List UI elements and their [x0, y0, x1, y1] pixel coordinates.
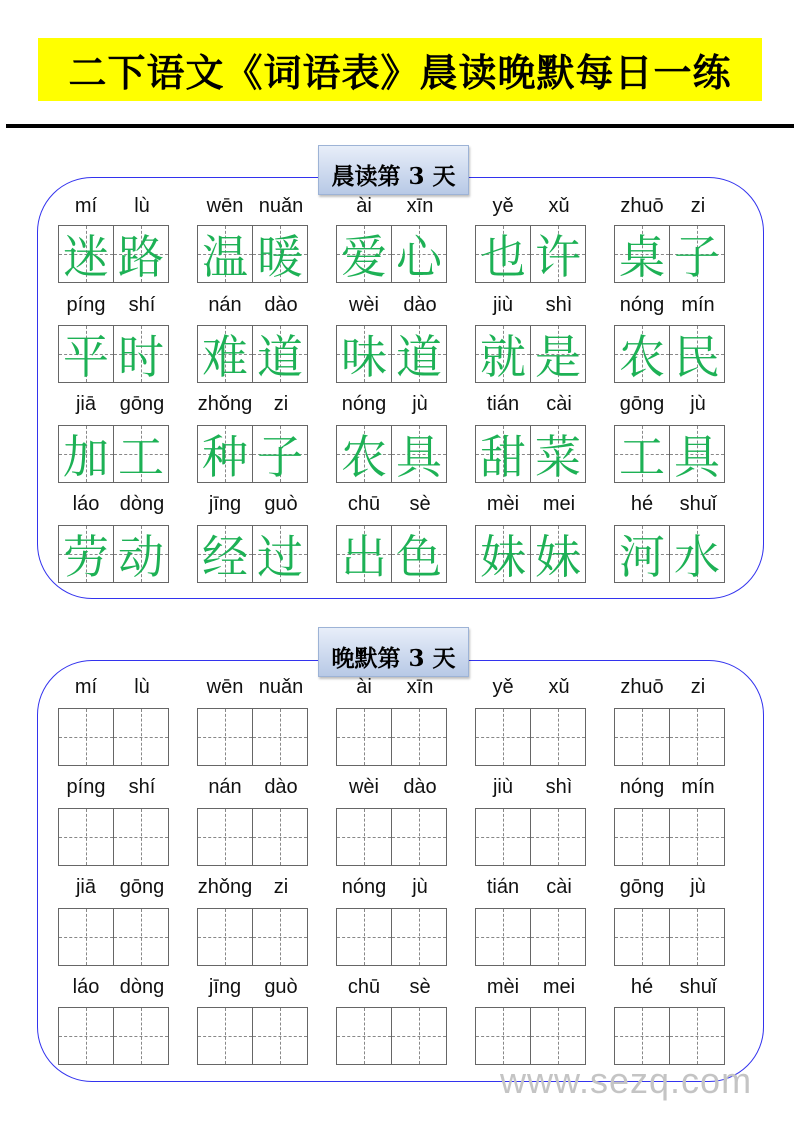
character: 动 [118, 530, 164, 584]
character: 迷 [63, 230, 109, 284]
pinyin-syllable: mín [681, 294, 715, 316]
morning-pinyin [614, 294, 726, 318]
writing-cell[interactable] [669, 1007, 725, 1065]
character: 妹 [535, 530, 581, 584]
morning-pinyin [336, 393, 448, 417]
character-cell [475, 425, 531, 483]
character-cell [475, 225, 531, 283]
morning-pinyin [475, 195, 587, 219]
pinyin-syllable: shí [128, 776, 156, 798]
evening-pinyin [58, 976, 170, 1000]
character-cell [113, 425, 169, 483]
character: 温 [202, 230, 248, 284]
character-cell [530, 325, 586, 383]
character: 农 [619, 330, 665, 384]
writing-cell[interactable] [391, 708, 447, 766]
character: 农 [341, 430, 387, 484]
evening-pinyin [475, 976, 587, 1000]
evening-label: 晚默第 3 天 [318, 627, 469, 677]
character: 桌 [619, 230, 665, 284]
pinyin-syllable: ài [356, 676, 372, 698]
evening-word-grid[interactable] [614, 808, 726, 866]
character-cell [197, 225, 253, 283]
writing-cell[interactable] [252, 808, 308, 866]
pinyin-syllable: jiā [75, 393, 96, 415]
evening-pinyin [614, 976, 726, 1000]
pinyin-syllable: zi [273, 393, 289, 415]
pinyin-syllable: mín [681, 776, 715, 798]
character: 平 [63, 330, 109, 384]
morning-word-grid [336, 525, 448, 583]
pinyin-syllable: jù [690, 876, 706, 898]
morning-pinyin [197, 493, 309, 517]
character: 时 [118, 330, 164, 384]
character-cell [475, 325, 531, 383]
character: 是 [535, 330, 581, 384]
character-cell [530, 425, 586, 483]
pinyin-syllable: láo [72, 493, 100, 515]
morning-pinyin [475, 393, 587, 417]
divider [6, 124, 794, 128]
writing-cell[interactable] [113, 708, 169, 766]
pinyin-syllable: nóng [619, 776, 665, 798]
writing-cell[interactable] [391, 808, 447, 866]
evening-pinyin [336, 876, 448, 900]
morning-pinyin [475, 493, 587, 517]
evening-pinyin [197, 776, 309, 800]
morning-pinyin [197, 195, 309, 219]
pinyin-syllable: xīn [406, 195, 434, 217]
character-cell [336, 225, 392, 283]
writing-cell[interactable] [113, 1007, 169, 1065]
pinyin-syllable: shì [545, 294, 573, 316]
morning-pinyin [197, 393, 309, 417]
pinyin-syllable: gōng [619, 393, 665, 415]
character: 妹 [480, 530, 526, 584]
character-cell [58, 225, 114, 283]
character-cell [391, 425, 447, 483]
pinyin-syllable: jiù [492, 776, 513, 798]
writing-cell[interactable] [391, 908, 447, 966]
pinyin-syllable: guò [264, 976, 298, 998]
evening-word-grid[interactable] [197, 708, 309, 766]
evening-pinyin [58, 776, 170, 800]
pinyin-syllable: nuǎn [258, 676, 304, 698]
pinyin-syllable: dòng [119, 976, 165, 998]
character: 道 [396, 330, 442, 384]
pinyin-syllable: jù [690, 393, 706, 415]
writing-cell[interactable] [530, 708, 586, 766]
pinyin-syllable: zi [690, 676, 706, 698]
pinyin-syllable: nóng [619, 294, 665, 316]
character-cell [391, 325, 447, 383]
pinyin-syllable: hé [630, 976, 654, 998]
character: 具 [396, 430, 442, 484]
morning-word-grid [475, 425, 587, 483]
evening-pinyin [336, 976, 448, 1000]
evening-word-grid[interactable] [614, 708, 726, 766]
pinyin-syllable: mí [74, 195, 98, 217]
pinyin-syllable: píng [66, 294, 106, 316]
pinyin-syllable: jù [412, 876, 428, 898]
character-cell [336, 425, 392, 483]
evening-pinyin [614, 876, 726, 900]
pinyin-syllable: jù [412, 393, 428, 415]
pinyin-syllable: tián [486, 876, 520, 898]
pinyin-syllable: jiā [75, 876, 96, 898]
morning-word-grid [475, 525, 587, 583]
morning-pinyin [58, 195, 170, 219]
pinyin-syllable: mí [74, 676, 98, 698]
writing-cell[interactable] [614, 808, 670, 866]
morning-word-grid [197, 525, 309, 583]
character-cell [669, 425, 725, 483]
pinyin-syllable: yě [492, 195, 514, 217]
writing-cell[interactable] [58, 708, 114, 766]
evening-word-grid[interactable] [58, 808, 170, 866]
evening-word-grid[interactable] [336, 708, 448, 766]
character: 许 [535, 230, 581, 284]
pinyin-syllable: yě [492, 676, 514, 698]
character-cell [58, 425, 114, 483]
character: 子 [257, 430, 303, 484]
morning-word-grid [197, 425, 309, 483]
morning-pinyin [336, 195, 448, 219]
pinyin-syllable: sè [409, 976, 431, 998]
pinyin-syllable: láo [72, 976, 100, 998]
evening-pinyin [475, 676, 587, 700]
pinyin-syllable: nán [208, 776, 242, 798]
writing-cell[interactable] [58, 1007, 114, 1065]
character-cell [669, 525, 725, 583]
pinyin-syllable: cài [546, 393, 572, 415]
pinyin-syllable: chū [347, 493, 381, 515]
character: 色 [396, 530, 442, 584]
evening-word-grid[interactable] [336, 908, 448, 966]
pinyin-syllable: nán [208, 294, 242, 316]
character-cell [530, 225, 586, 283]
morning-word-grid [58, 225, 170, 283]
character-cell [113, 525, 169, 583]
writing-cell[interactable] [475, 908, 531, 966]
pinyin-syllable: dào [264, 776, 298, 798]
character-cell [113, 225, 169, 283]
character-cell [614, 525, 670, 583]
morning-word-grid [475, 225, 587, 283]
pinyin-syllable: chū [347, 976, 381, 998]
morning-word-grid [336, 325, 448, 383]
character: 味 [341, 330, 387, 384]
morning-word-grid [614, 325, 726, 383]
pinyin-syllable: mei [542, 493, 576, 515]
pinyin-syllable: wèi [348, 294, 379, 316]
morning-word-grid [58, 325, 170, 383]
writing-cell[interactable] [197, 1007, 253, 1065]
character: 水 [674, 530, 720, 584]
evening-pinyin [336, 776, 448, 800]
evening-word-grid[interactable] [475, 808, 587, 866]
pinyin-syllable: nuǎn [258, 195, 304, 217]
evening-word-grid[interactable] [197, 1007, 309, 1065]
writing-cell[interactable] [336, 808, 392, 866]
character: 甜 [480, 430, 526, 484]
character: 出 [341, 530, 387, 584]
writing-cell[interactable] [336, 908, 392, 966]
evening-pinyin [614, 776, 726, 800]
watermark: www.sezq.com [500, 1060, 753, 1101]
character-cell [336, 525, 392, 583]
pinyin-syllable: wèi [348, 776, 379, 798]
pinyin-syllable: gōng [619, 876, 665, 898]
character-cell [197, 425, 253, 483]
writing-cell[interactable] [197, 708, 253, 766]
character: 心 [396, 230, 442, 284]
character: 工 [619, 430, 665, 484]
evening-pinyin [58, 676, 170, 700]
pinyin-syllable: dào [403, 294, 437, 316]
writing-cell[interactable] [197, 908, 253, 966]
writing-cell[interactable] [614, 1007, 670, 1065]
morning-word-grid [336, 225, 448, 283]
pinyin-syllable: mèi [486, 976, 520, 998]
morning-pinyin [336, 493, 448, 517]
character-cell [530, 525, 586, 583]
character: 种 [202, 430, 248, 484]
evening-word-grid[interactable] [614, 1007, 726, 1065]
pinyin-syllable: shí [128, 294, 156, 316]
evening-pinyin [197, 976, 309, 1000]
character-cell [391, 225, 447, 283]
character: 难 [202, 330, 248, 384]
character: 劳 [63, 530, 109, 584]
writing-cell[interactable] [475, 1007, 531, 1065]
pinyin-syllable: zi [273, 876, 289, 898]
pinyin-syllable: gōng [119, 393, 165, 415]
pinyin-syllable: zhǒng [197, 876, 253, 898]
character: 路 [118, 230, 164, 284]
morning-pinyin [614, 493, 726, 517]
evening-pinyin [197, 676, 309, 700]
evening-word-grid[interactable] [475, 1007, 587, 1065]
character-cell [252, 225, 308, 283]
character-cell [614, 225, 670, 283]
writing-cell[interactable] [530, 908, 586, 966]
character-cell [614, 425, 670, 483]
writing-cell[interactable] [336, 708, 392, 766]
pinyin-syllable: xǔ [548, 195, 570, 217]
writing-cell[interactable] [669, 708, 725, 766]
morning-word-grid [58, 525, 170, 583]
character: 过 [257, 530, 303, 584]
character-cell [197, 325, 253, 383]
pinyin-syllable: hé [630, 493, 654, 515]
writing-cell[interactable] [669, 908, 725, 966]
character-cell [113, 325, 169, 383]
pinyin-syllable: mei [542, 976, 576, 998]
morning-word-grid [197, 225, 309, 283]
morning-word-grid [475, 325, 587, 383]
pinyin-syllable: dào [264, 294, 298, 316]
morning-word-grid [336, 425, 448, 483]
pinyin-syllable: zi [690, 195, 706, 217]
writing-cell[interactable] [113, 808, 169, 866]
pinyin-syllable: guò [264, 493, 298, 515]
evening-word-grid[interactable] [475, 708, 587, 766]
character-cell [252, 425, 308, 483]
morning-word-grid [614, 525, 726, 583]
character: 民 [674, 330, 720, 384]
character: 就 [480, 330, 526, 384]
writing-cell[interactable] [614, 708, 670, 766]
evening-word-grid[interactable] [614, 908, 726, 966]
character-cell [669, 225, 725, 283]
evening-word-grid[interactable] [336, 808, 448, 866]
evening-word-grid[interactable] [58, 1007, 170, 1065]
pinyin-syllable: jiù [492, 294, 513, 316]
character-cell [252, 325, 308, 383]
character: 子 [674, 230, 720, 284]
pinyin-syllable: wēn [206, 676, 244, 698]
morning-word-grid [58, 425, 170, 483]
pinyin-syllable: zhuō [620, 195, 664, 217]
pinyin-syllable: shuǐ [679, 976, 717, 998]
writing-cell[interactable] [336, 1007, 392, 1065]
writing-cell[interactable] [58, 908, 114, 966]
character: 工 [118, 430, 164, 484]
pinyin-syllable: wēn [206, 195, 244, 217]
pinyin-syllable: nóng [341, 876, 387, 898]
pinyin-syllable: zhuō [620, 676, 664, 698]
character: 经 [202, 530, 248, 584]
pinyin-syllable: shì [545, 776, 573, 798]
pinyin-syllable: cài [546, 876, 572, 898]
character: 暖 [257, 230, 303, 284]
character: 道 [257, 330, 303, 384]
character: 加 [63, 430, 109, 484]
evening-pinyin [336, 676, 448, 700]
character-cell [336, 325, 392, 383]
character-cell [614, 325, 670, 383]
evening-pinyin [614, 676, 726, 700]
writing-cell[interactable] [475, 708, 531, 766]
evening-pinyin [197, 876, 309, 900]
pinyin-syllable: píng [66, 776, 106, 798]
morning-word-grid [614, 225, 726, 283]
pinyin-syllable: sè [409, 493, 431, 515]
character-cell [475, 525, 531, 583]
pinyin-syllable: nóng [341, 393, 387, 415]
pinyin-syllable: jīng [208, 493, 242, 515]
writing-cell[interactable] [197, 808, 253, 866]
writing-cell[interactable] [252, 1007, 308, 1065]
character-cell [252, 525, 308, 583]
writing-cell[interactable] [475, 808, 531, 866]
writing-cell[interactable] [530, 808, 586, 866]
pinyin-syllable: xīn [406, 676, 434, 698]
character-cell [669, 325, 725, 383]
pinyin-syllable: dào [403, 776, 437, 798]
pinyin-syllable: shuǐ [679, 493, 717, 515]
writing-cell[interactable] [252, 908, 308, 966]
pinyin-syllable: xǔ [548, 676, 570, 698]
writing-cell[interactable] [391, 1007, 447, 1065]
evening-word-grid[interactable] [197, 908, 309, 966]
writing-cell[interactable] [614, 908, 670, 966]
character: 菜 [535, 430, 581, 484]
morning-pinyin [197, 294, 309, 318]
morning-pinyin [58, 393, 170, 417]
morning-word-grid [614, 425, 726, 483]
pinyin-syllable: zhǒng [197, 393, 253, 415]
character-cell [197, 525, 253, 583]
morning-pinyin [614, 195, 726, 219]
character-cell [391, 525, 447, 583]
evening-word-grid[interactable] [475, 908, 587, 966]
evening-pinyin [58, 876, 170, 900]
evening-pinyin [475, 876, 587, 900]
page-title: 二下语文《词语表》晨读晚默每日一练 [38, 38, 762, 101]
morning-pinyin [58, 294, 170, 318]
evening-word-grid[interactable] [58, 708, 170, 766]
morning-pinyin [475, 294, 587, 318]
character: 具 [674, 430, 720, 484]
pinyin-syllable: tián [486, 393, 520, 415]
evening-word-grid[interactable] [58, 908, 170, 966]
character: 河 [619, 530, 665, 584]
character-cell [58, 325, 114, 383]
evening-word-grid[interactable] [336, 1007, 448, 1065]
morning-pinyin [58, 493, 170, 517]
pinyin-syllable: lù [134, 676, 150, 698]
writing-cell[interactable] [530, 1007, 586, 1065]
evening-word-grid[interactable] [197, 808, 309, 866]
character: 爱 [341, 230, 387, 284]
morning-word-grid [197, 325, 309, 383]
pinyin-syllable: dòng [119, 493, 165, 515]
writing-cell[interactable] [113, 908, 169, 966]
pinyin-syllable: ài [356, 195, 372, 217]
pinyin-syllable: mèi [486, 493, 520, 515]
pinyin-syllable: jīng [208, 976, 242, 998]
morning-label: 晨读第 3 天 [318, 145, 469, 195]
evening-pinyin [475, 776, 587, 800]
morning-pinyin [336, 294, 448, 318]
writing-cell[interactable] [252, 708, 308, 766]
pinyin-syllable: gōng [119, 876, 165, 898]
character-cell [58, 525, 114, 583]
morning-pinyin [614, 393, 726, 417]
writing-cell[interactable] [669, 808, 725, 866]
pinyin-syllable: lù [134, 195, 150, 217]
character: 也 [480, 230, 526, 284]
writing-cell[interactable] [58, 808, 114, 866]
